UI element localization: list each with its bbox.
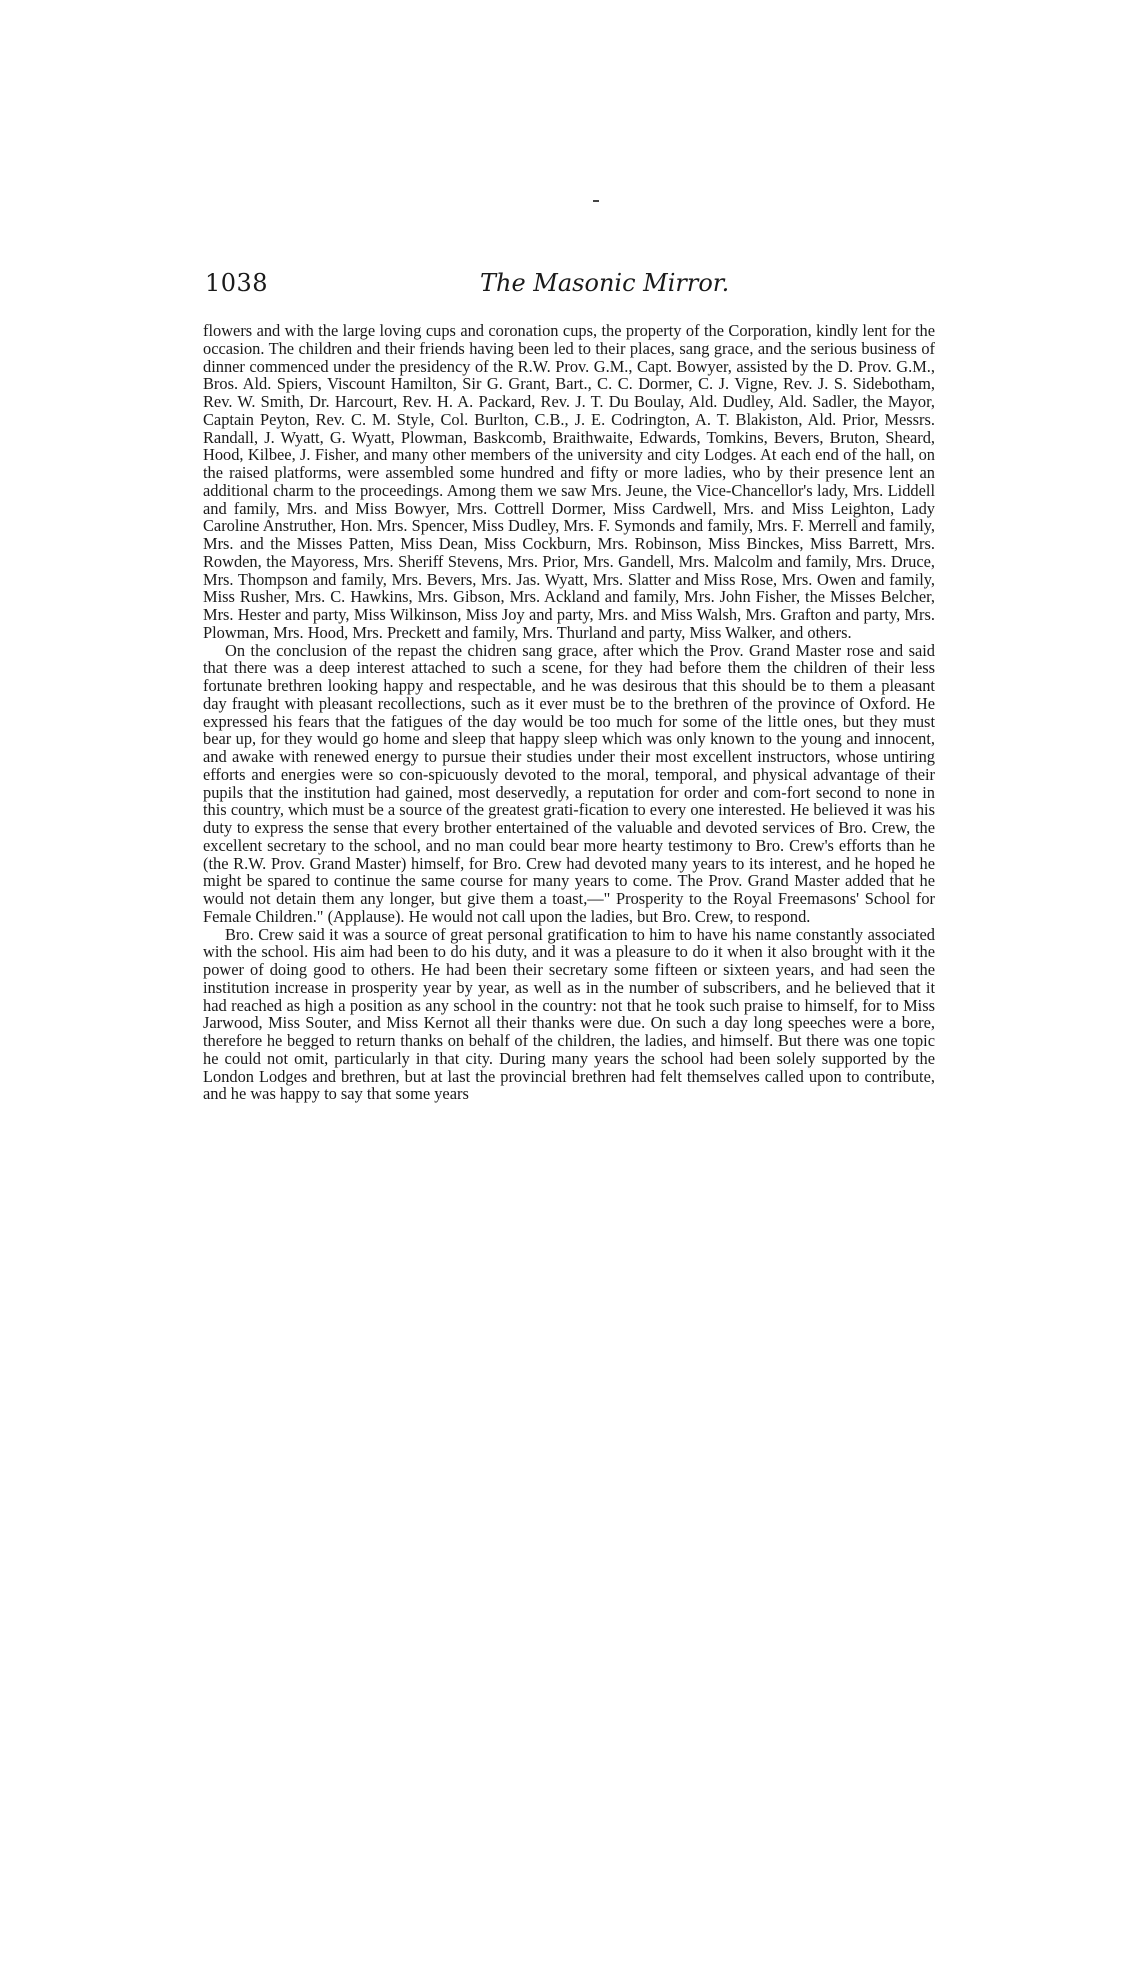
page-mark <box>593 200 599 202</box>
running-title: The Masonic Mirror. <box>480 269 730 297</box>
paragraph: flowers and with the large loving cups and coronation cups, the property of the Corporation, kindly lent for the occasion. The children and their friends having been led to their places, sang grace, and the serious business of dinner commenced under the presidency of the R.W. Prov. G.M., Capt. Bowyer, assisted by the D. Prov. G.M., Bros. Ald. Spiers, Viscount Hamilton, Sir G. Grant, Bart., C. C. Dormer, C. J. Vigne, Rev. J. S. Sidebotham, Rev. W. Smith, Dr. Harcourt, Rev. H. A. Packard, Rev. J. T. Du Boulay, Ald. Dudley, Ald. Sadler, the Mayor, Captain Peyton, Rev. C. M. Style, Col. Burlton, C.B., J. E. Codrington, A. T. Blakiston, Ald. Prior, Messrs. Randall, J. Wyatt, G. Wyatt, Plowman, Baskcomb, Braithwaite, Edwards, Tomkins, Bevers, Bruton, Sheard, Hood, Kilbee, J. Fisher, and many other members of the university and city Lodges. At each end of the hall, on the raised platforms, were assembled some hundred and fifty or more ladies, who by their presence lent an additional charm to the proceedings. Among them we saw Mrs. Jeune, the Vice-Chancellor's lady, Mrs. Liddell and family, Mrs. and Miss Bowyer, Mrs. Cottrell Dormer, Miss Cardwell, Mrs. and Miss Leighton, Lady Caroline Anstruther, Hon. Mrs. Spencer, Miss Dudley, Mrs. F. Symonds and family, Mrs. F. Merrell and family, Mrs. and the Misses Patten, Miss Dean, Miss Cockburn, Mrs. Robinson, Miss Binckes, Miss Barrett, Mrs. Rowden, the Mayoress, Mrs. Sheriff Stevens, Mrs. Prior, Mrs. Gandell, Mrs. Malcolm and family, Mrs. Druce, Mrs. Thompson and family, Mrs. Bevers, Mrs. Jas. Wyatt, Mrs. Slatter and Miss Rose, Mrs. Owen and family, Miss Rusher, Mrs. C. Hawkins, Mrs. Gibson, Mrs. Ackland and family, Mrs. John Fisher, the Misses Belcher, Mrs. Hester and party, Miss Wilkinson, Miss Joy and party, Mrs. and Miss Walsh, Mrs. Grafton and party, Mrs. Plowman, Mrs. Hood, Mrs. Preckett and family, Mrs. Thurland and party, Miss Walker, and others. <box>203 321 935 642</box>
page-number: 1038 <box>205 269 269 297</box>
article-body <box>203 322 935 1103</box>
page-header <box>205 268 937 304</box>
paragraph: Bro. Crew said it was a source of great personal gratification to him to have his name constantly associated with the school. His aim had been to do his duty, and it was a pleasure to do it when it also brought with it the power of doing good to others. He had been their secretary some fifteen or sixteen years, and had seen the institution increase in prosperity year by year, as well as in the number of subscribers, and he believed that it had reached as high a position as any school in the country: not that he took such praise to himself, for to Miss Jarwood, Miss Souter, and Miss Kernot all their thanks were due. On such a day long speeches were a bore, therefore he begged to return thanks on behalf of the children, the ladies, and himself. But there was one topic he could not omit, particularly in that city. During many years the school had been solely supported by the London Lodges and brethren, but at last the provincial brethren had felt themselves called upon to contribute, and he was happy to say that some years <box>203 924 935 1104</box>
paragraph: On the conclusion of the repast the chidren sang grace, after which the Prov. Grand Master rose and said that there was a deep interest attached to such a scene, for they had before them the children of their less fortunate brethren looking happy and respectable, and he was desirous that this should be to them a pleasant day fraught with pleasant recollections, such as it ever must be to the brethren of the province of Oxford. He expressed his fears that the fatigues of the day would be too much for some of the little ones, but they must bear up, for they would go home and sleep that happy sleep which was only known to the young and innocent, and awake with renewed energy to pursue their studies under their most excellent instructors, whose untiring efforts and energies were so con-spicuously devoted to the moral, temporal, and physical advantage of their pupils that the institution had gained, most deservedly, a reputation for order and com-fort second to none in this country, which must be a source of the greatest grati-fication to every one interested. He believed it was his duty to express the sense that every brother entertained of the valuable and devoted services of Bro. Crew, the excellent secretary to the school, and no man could bear more hearty testimony to Bro. Crew's efforts than he (the R.W. Prov. Grand Master) himself, for Bro. Crew had devoted many years to its interest, and he hoped he might be spared to continue the same course for many years to come. The Prov. Grand Master added that he would not detain them any longer, but give them a toast,—" Prosperity to the Royal Freemasons' School for Female Children." (Applause). He would not call upon the ladies, but Bro. Crew, to respond. <box>203 640 935 926</box>
